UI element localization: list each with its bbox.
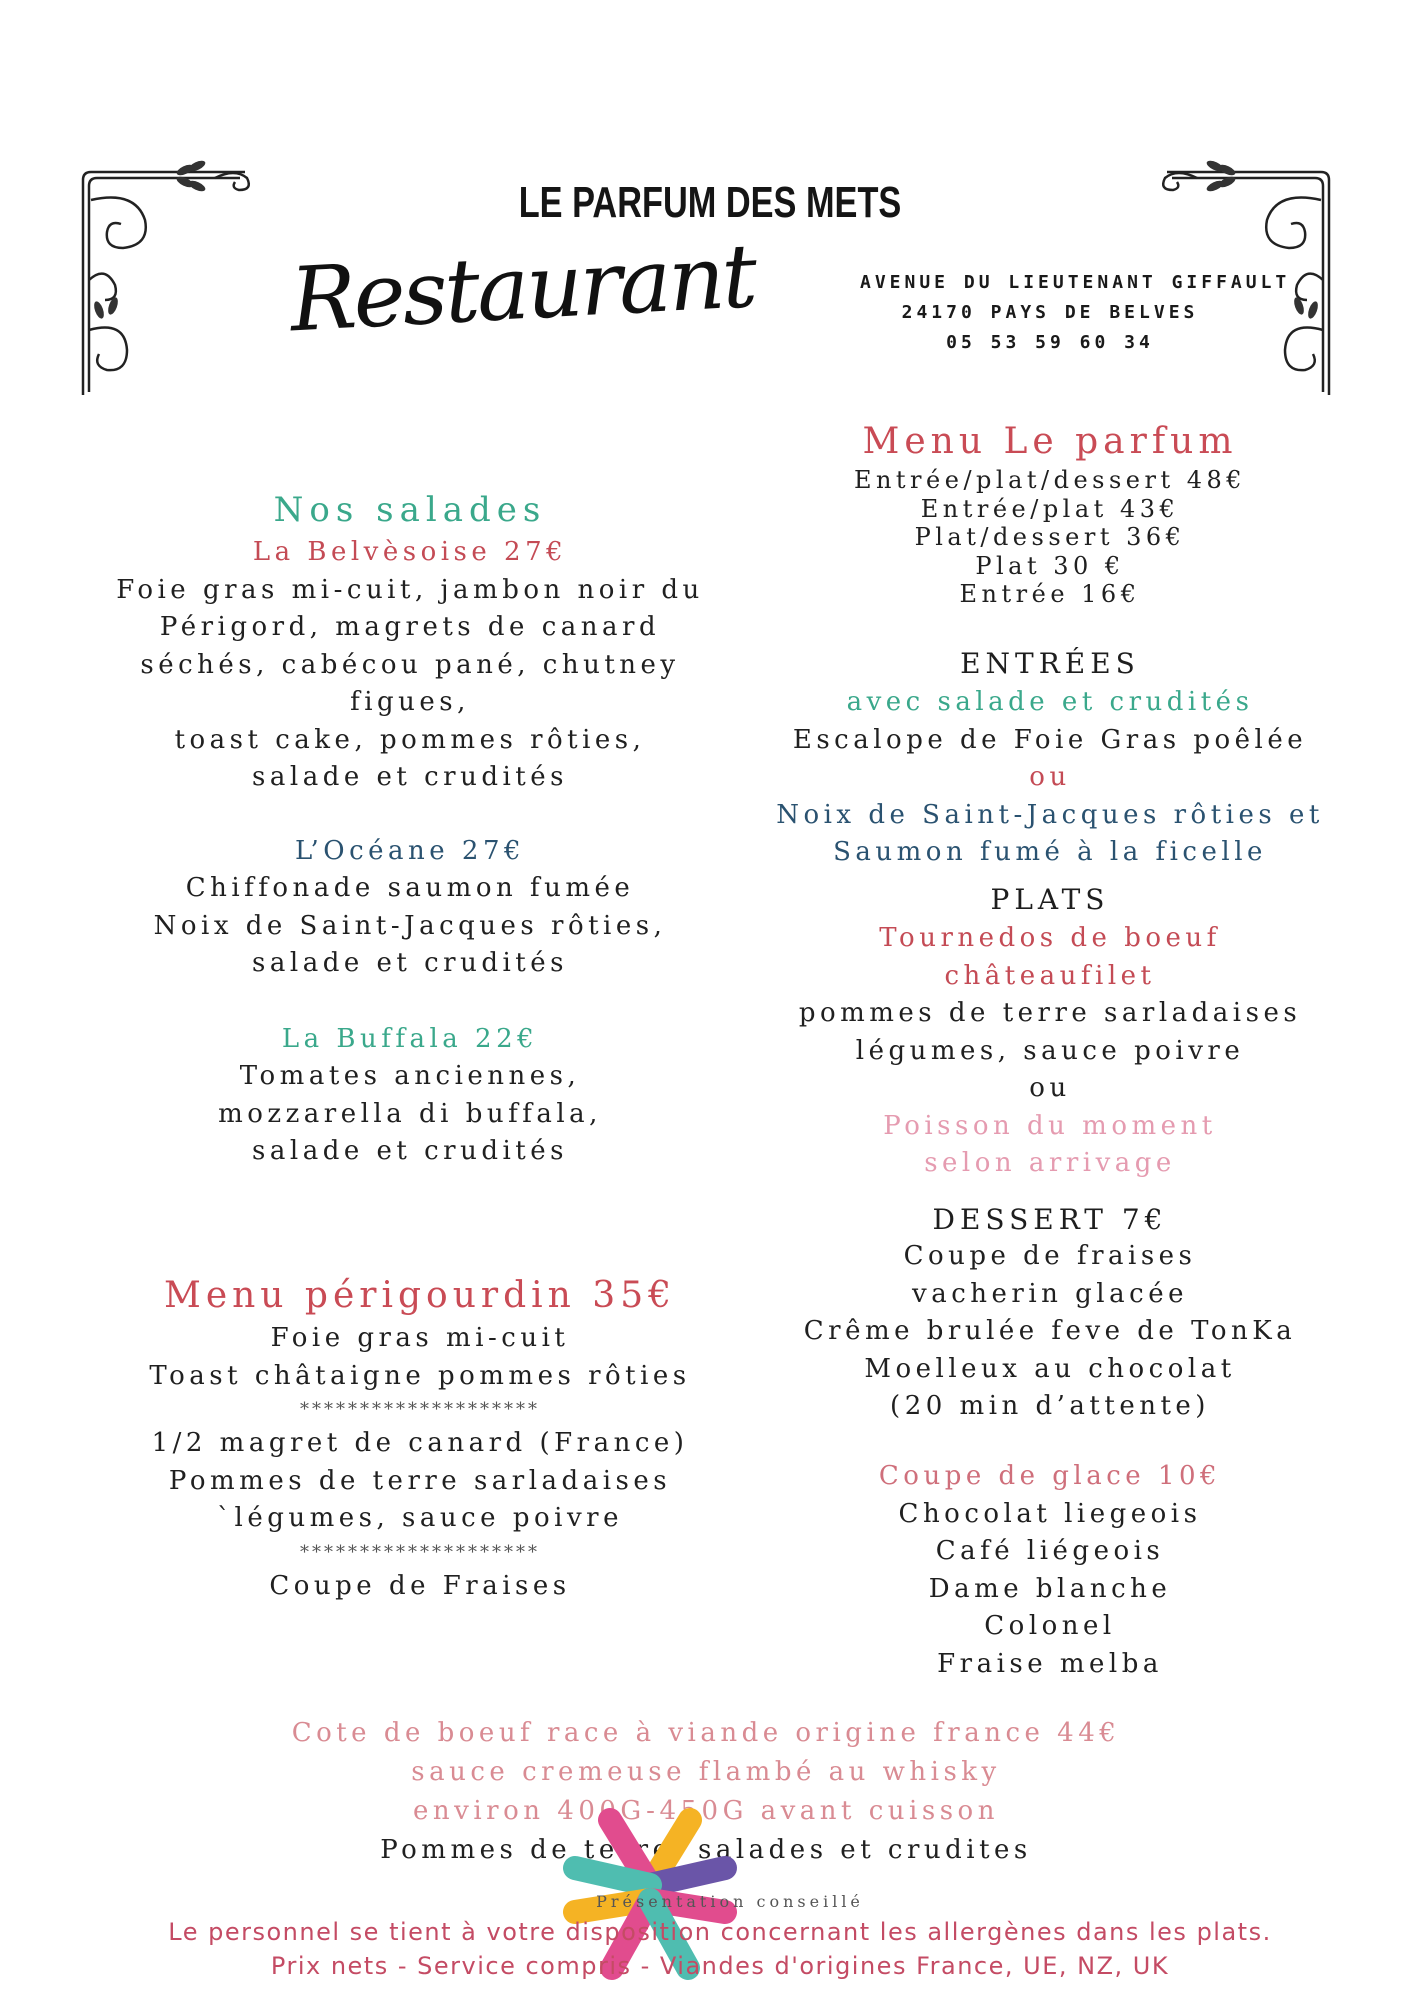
menu-line: pommes de terre sarladaises [798, 998, 1302, 1028]
menu-line: Toast châtaigne pommes rôties [149, 1360, 691, 1391]
menu-perigourdin-starter [110, 1320, 730, 1395]
salad-buffala-name: La Buffala 22€ [281, 1023, 539, 1054]
menu-line: légumes, sauce poivre [855, 1035, 1245, 1066]
address-street: AVENUE DU LIEUTENANT GIFFAULT [860, 272, 1291, 293]
menu-line: figues, [350, 687, 470, 717]
menu-line: Noix de Saint-Jacques rôties et [776, 799, 1324, 830]
plats-or: ou [1029, 1073, 1071, 1103]
menu-perigourdin-dessert [110, 1568, 730, 1606]
separator-stars: ******************** [300, 1541, 540, 1563]
menu-line: Tournedos de boeuf [879, 923, 1221, 953]
menu-line: Foie gras mi-cuit [270, 1323, 570, 1353]
price-line: Plat 30 € [975, 551, 1125, 580]
footer-small-note: Présentation conseillé [596, 1892, 864, 1911]
menu-line: salade et crudités [252, 948, 568, 978]
price-line: Entrée 16€ [959, 580, 1141, 608]
footer-notes [120, 1915, 1320, 1983]
menu-line: environ 400G-450G avant cuisson [413, 1796, 999, 1826]
menu-line: Moelleux au chocolat [864, 1353, 1236, 1384]
restaurant-script-label: Restaurant [287, 224, 757, 352]
menu-line: Foie gras mi-cuit, jambon noir du [116, 574, 704, 605]
restaurant-title: LE PARFUM DES METS [518, 178, 902, 227]
glace-list [760, 1496, 1340, 1684]
glace-section [760, 1458, 1340, 1683]
menu-parfum-heading: Menu Le parfum [862, 421, 1238, 462]
menu-perigourdin-heading: Menu périgourdin 35€ [163, 1275, 677, 1316]
plats-section [760, 880, 1340, 1183]
menu-line: mozzarella di buffala, [218, 1098, 602, 1129]
price-line: Entrée/plat/dessert 48€ [853, 466, 1247, 494]
menu-line: Tomates anciennes, [239, 1061, 581, 1091]
dessert-heading: DESSERT 7€ [932, 1203, 1168, 1236]
menu-parfum-prices [760, 466, 1340, 609]
price-line: Entrée/plat 43€ [920, 494, 1180, 523]
menu-line: Coupe de fraises [903, 1241, 1197, 1271]
address-block [860, 268, 1291, 358]
salad-oceane-name: L’Océane 27€ [294, 835, 526, 866]
corner-ornament-left-icon [75, 160, 255, 400]
menu-line: vacherin glacée [912, 1278, 1188, 1309]
phone-number: 05 53 59 60 34 [946, 332, 1154, 353]
menu-line: Colonel [984, 1611, 1116, 1641]
menu-line: Pommes de terre sarladaises [168, 1465, 672, 1496]
price-line: Plat/dessert 36€ [914, 523, 1186, 551]
menu-line: Périgord, magrets de canard [159, 612, 661, 642]
glace-heading: Coupe de glace 10€ [878, 1461, 1222, 1491]
menu-parfum-section [760, 418, 1340, 609]
menu-line: 1/2 magret de canard (France) [151, 1428, 689, 1458]
salad-buffala-description [110, 1058, 710, 1171]
cote-de-boeuf-sides: Pommes de terre, salades et crudites [380, 1835, 1032, 1865]
menu-line: `légumes, sauce poivre [217, 1503, 623, 1533]
menu-line: Saumon fumé à la ficelle [833, 837, 1267, 867]
salads-section [110, 486, 710, 1171]
menu-line: selon arrivage [924, 1148, 1176, 1178]
menu-line: Chiffonade saumon fumée [185, 873, 635, 903]
entrees-or: ou [1029, 762, 1071, 792]
dessert-section [760, 1202, 1340, 1426]
entrees-section [760, 644, 1340, 872]
menu-line: (20 min d’attente) [890, 1391, 1210, 1421]
allergen-note: Le personnel se tient à votre disposition concernant les allergènes dans les plats. [168, 1918, 1272, 1946]
entree-option-foie-gras: Escalope de Foie Gras poêlée [792, 724, 1308, 755]
plat-poisson-name [760, 1108, 1340, 1183]
menu-line: Dame blanche [928, 1573, 1172, 1604]
plat-sides [760, 995, 1340, 1070]
entrees-heading: ENTRÉES [960, 647, 1140, 680]
salad-belvesoise-name: La Belvèsoise 27€ [252, 537, 568, 567]
menu-line: Cote de boeuf race à viande origine france 44€ [291, 1718, 1121, 1748]
menu-line: Crême brulée feve de TonKa [803, 1316, 1297, 1346]
entrees-subtitle: avec salade et crudités [846, 687, 1254, 717]
menu-line: salade et crudités [252, 1136, 568, 1166]
salads-heading: Nos salades [273, 490, 547, 530]
plats-heading: PLATS [990, 883, 1110, 916]
salad-oceane-description [110, 870, 710, 983]
menu-line: séchés, cabécou pané, chutney [140, 649, 680, 680]
menu-line: Noix de Saint-Jacques rôties, [153, 910, 667, 941]
address-city: 24170 PAYS DE BELVES [901, 302, 1199, 323]
price-note: Prix nets - Service compris - Viandes d'origines France, UE, NZ, UK [270, 1952, 1170, 1980]
menu-line: salade et crudités [252, 762, 568, 792]
menu-line: Coupe de Fraises [269, 1570, 571, 1601]
menu-perigourdin-main [110, 1425, 730, 1538]
menu-line: Fraise melba [937, 1648, 1163, 1679]
plat-tournedos-name [760, 920, 1340, 995]
menu-line: Café liégeois [935, 1536, 1165, 1566]
menu-line: toast cake, pommes rôties, [174, 724, 646, 755]
entree-option-saint-jacques [760, 797, 1340, 872]
salad-belvesoise-description [110, 572, 710, 797]
menu-line: châteaufilet [944, 960, 1156, 991]
menu-perigourdin-section [110, 1272, 730, 1605]
menu-line: Chocolat liegeois [898, 1498, 1202, 1529]
separator-stars: ******************** [300, 1399, 540, 1420]
dessert-list [760, 1238, 1340, 1426]
menu-line: Poisson du moment [883, 1110, 1217, 1141]
menu-line: sauce cremeuse flambé au whisky [411, 1757, 1001, 1787]
